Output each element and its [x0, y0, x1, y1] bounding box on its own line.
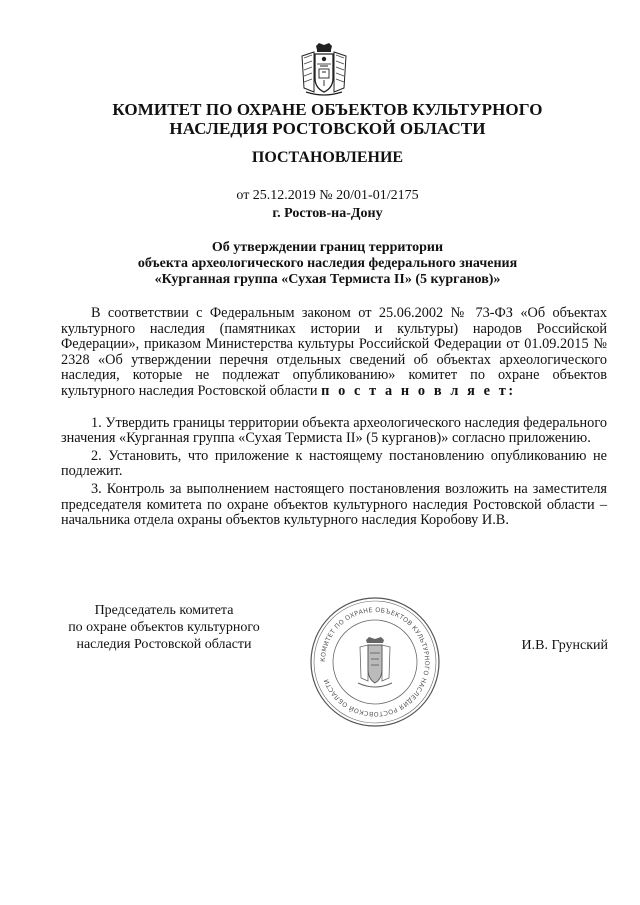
date-number: от 25.12.2019 № 20/01-01/2175	[236, 188, 419, 203]
subject-line-1: Об утверждении границ территории	[211, 240, 444, 255]
document-meta	[60, 187, 595, 223]
signatory-title-line-1: Председатель комитета	[94, 603, 234, 618]
document-body	[61, 306, 607, 531]
decision-item-2: 2. Установить, что приложение к настоящему постановлению опубликованию не подлежит.	[61, 447, 607, 480]
document-type: ПОСТАНОВЛЕНИЕ	[251, 149, 404, 166]
preamble-text: В соответствии с Федеральным законом от 25.06.2002 № 73-ФЗ «Об объектах культурного наследия (памятниках истории и культуры) народов Российской Федерации», приказом Министерства культуры Российской Федерации от 01.09.2015 № 2328 «Об утверждении перечня отдельных сведений об объектах археологического наследия, которые не подлежат опубликованию» комитет по охранe объектов культурного наследия Ростовской области	[61, 305, 607, 399]
coat-of-arms-icon	[298, 42, 350, 98]
signer-name: И.В. Грунский	[521, 638, 608, 653]
city: г. Ростов-на-Дону	[272, 206, 383, 221]
subject-line-2: объекта археологического наследия федерального значения	[137, 256, 518, 271]
signatory-title-line-3: наследия Ростовской области	[76, 637, 252, 652]
decree-word: п о с т а н о в л я е т:	[321, 382, 516, 399]
signatory-title-line-2: по охранe объектов культурного	[68, 620, 260, 635]
official-seal-icon	[308, 595, 442, 729]
decision-item-3: 3. Контроль за выполнением настоящего постановления возложить на заместителя председателя комитета по охране объектов культурного наследия Ростовской области – начальника отдела охраны объектов культурного наследия Коробову И.В.	[61, 480, 607, 529]
decision-item-1: 1. Утвердить границы территории объекта археологического наследия федерального значения «Курганная группа «Сухая Термиста II» (5 курганов)» согласно приложению.	[61, 414, 607, 447]
org-line-2: НАСЛЕДИЯ РОСТОВСКОЙ ОБЛАСТИ	[169, 119, 486, 138]
signatory-title	[44, 602, 284, 653]
organization-name	[60, 100, 595, 138]
seal-text: КОМИТЕТ ПО ОХРАНЕ ОБЪЕКТОВ КУЛЬТУРНОГО НАСЛЕДИЯ РОСТОВСКОЙ ОБЛАСТИ	[319, 606, 431, 718]
preamble-paragraph	[61, 306, 607, 400]
document-subject	[60, 240, 595, 288]
org-line-1: КОМИТЕТ ПО ОХРАНЕ ОБЪЕКТОВ КУЛЬТУРНОГО	[112, 100, 543, 119]
subject-line-3: «Курганная группа «Сухая Термиста II» (5 курганов)»	[154, 272, 501, 287]
